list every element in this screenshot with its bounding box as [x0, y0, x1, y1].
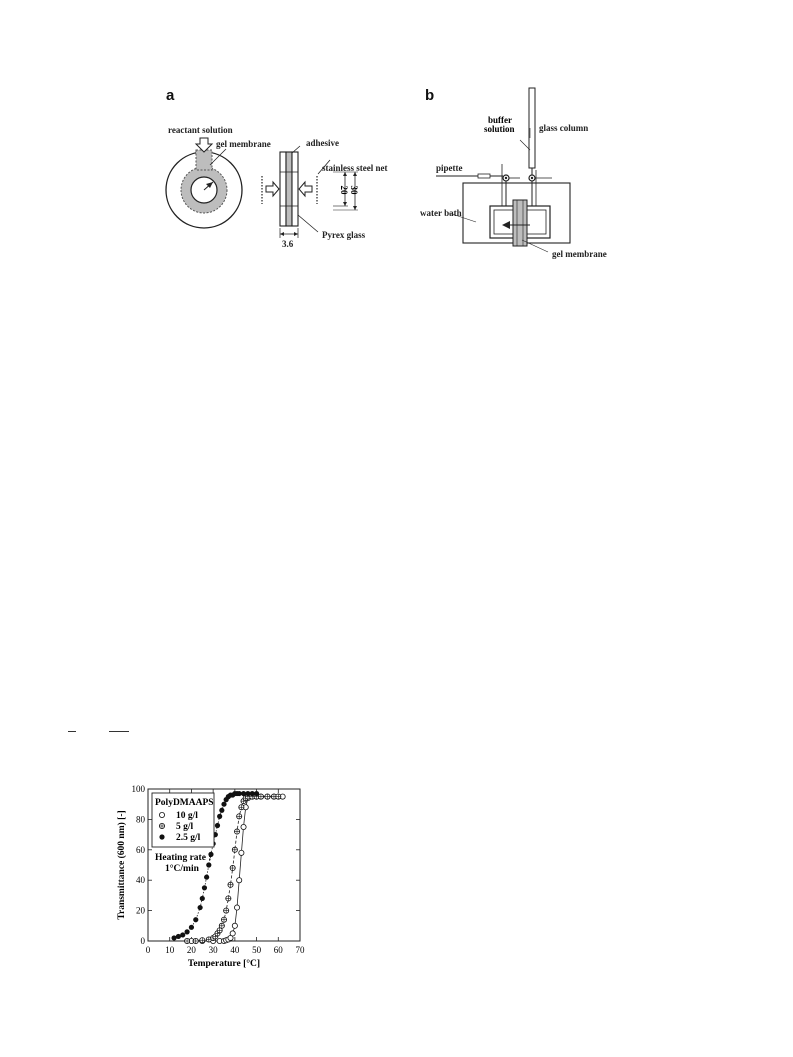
data-point — [258, 794, 263, 799]
buffer-solution-label-line2: solution — [484, 124, 515, 134]
legend-title: PolyDMAAPS — [155, 798, 214, 808]
data-point — [198, 905, 203, 910]
pipette-label: pipette — [436, 163, 463, 173]
data-point — [219, 808, 224, 813]
panel-letter-b: b — [425, 87, 435, 104]
data-point — [204, 875, 209, 880]
x-axis-label: Temperature [°C] — [187, 959, 261, 969]
buffer-solution-label-line1: buffer — [488, 115, 512, 125]
annotation-line-2: 1°C/min — [165, 864, 199, 874]
x-tick-label: 50 — [252, 945, 262, 955]
data-point — [228, 882, 233, 887]
data-point — [184, 938, 189, 943]
data-point — [206, 862, 211, 867]
reactant-solution-label: reactant solution — [168, 125, 233, 135]
data-point — [200, 896, 205, 901]
data-point — [193, 917, 198, 922]
y-axis-label: Transmittance (600 nm) [-] — [117, 810, 127, 920]
dim-width-label: 3.6 — [282, 239, 294, 249]
data-point — [219, 923, 224, 928]
data-point — [224, 908, 229, 913]
water-bath-label: water bath — [420, 208, 462, 218]
data-point — [237, 878, 242, 883]
data-point — [230, 931, 235, 936]
data-point — [215, 823, 220, 828]
data-point — [184, 929, 189, 934]
x-tick-label: 0 — [145, 945, 151, 955]
data-point — [239, 805, 244, 810]
data-point — [276, 794, 281, 799]
x-tick-label: 20 — [186, 945, 196, 955]
x-tick-label: 70 — [295, 945, 305, 955]
data-point — [202, 885, 207, 890]
data-point — [217, 814, 222, 819]
x-tick-label: 60 — [273, 945, 283, 955]
dim-inner-label: 20 — [339, 185, 349, 195]
legend-label: 5 g/l — [176, 822, 194, 832]
legend-marker — [159, 812, 164, 817]
data-point — [254, 791, 259, 796]
pyrex-glass-label: Pyrex glass — [322, 230, 366, 240]
data-point — [232, 923, 237, 928]
y-tick-label: 20 — [136, 905, 145, 916]
legend-label: 10 g/l — [176, 811, 198, 821]
data-point — [230, 865, 235, 870]
x-tick-label: 40 — [230, 945, 240, 955]
annotation-line-1: Heating rate : — [155, 853, 212, 863]
data-point — [226, 896, 231, 901]
y-tick-label: 40 — [136, 875, 145, 886]
dim-outer-label: 30 — [349, 185, 359, 195]
adhesive-label: adhesive — [306, 138, 340, 148]
data-point — [234, 829, 239, 834]
data-point — [241, 824, 246, 829]
data-point — [234, 905, 239, 910]
glass-column-label: glass column — [539, 123, 589, 133]
data-point — [239, 850, 244, 855]
legend-label: 2.5 g/l — [176, 833, 201, 843]
data-point — [265, 794, 270, 799]
panel-letter-a: a — [166, 87, 175, 104]
data-point — [221, 917, 226, 922]
gel-membrane-label-b: gel membrane — [552, 249, 607, 259]
stainless-steel-net-label: stainless steel net — [322, 163, 388, 173]
data-point — [237, 814, 242, 819]
data-point — [200, 938, 205, 943]
y-tick-label: 100 — [131, 784, 145, 794]
y-tick-label: 80 — [136, 814, 145, 825]
y-tick-label: 0 — [140, 936, 145, 946]
y-tick-label: 60 — [136, 844, 145, 855]
data-point — [180, 932, 185, 937]
data-point — [232, 847, 237, 852]
x-tick-label: 30 — [208, 945, 218, 955]
x-tick-label: 10 — [165, 945, 175, 955]
data-point — [189, 925, 194, 930]
data-point — [193, 938, 198, 943]
gel-membrane-label-a: gel membrane — [216, 139, 271, 149]
legend-marker — [159, 834, 164, 839]
data-point — [221, 802, 226, 807]
